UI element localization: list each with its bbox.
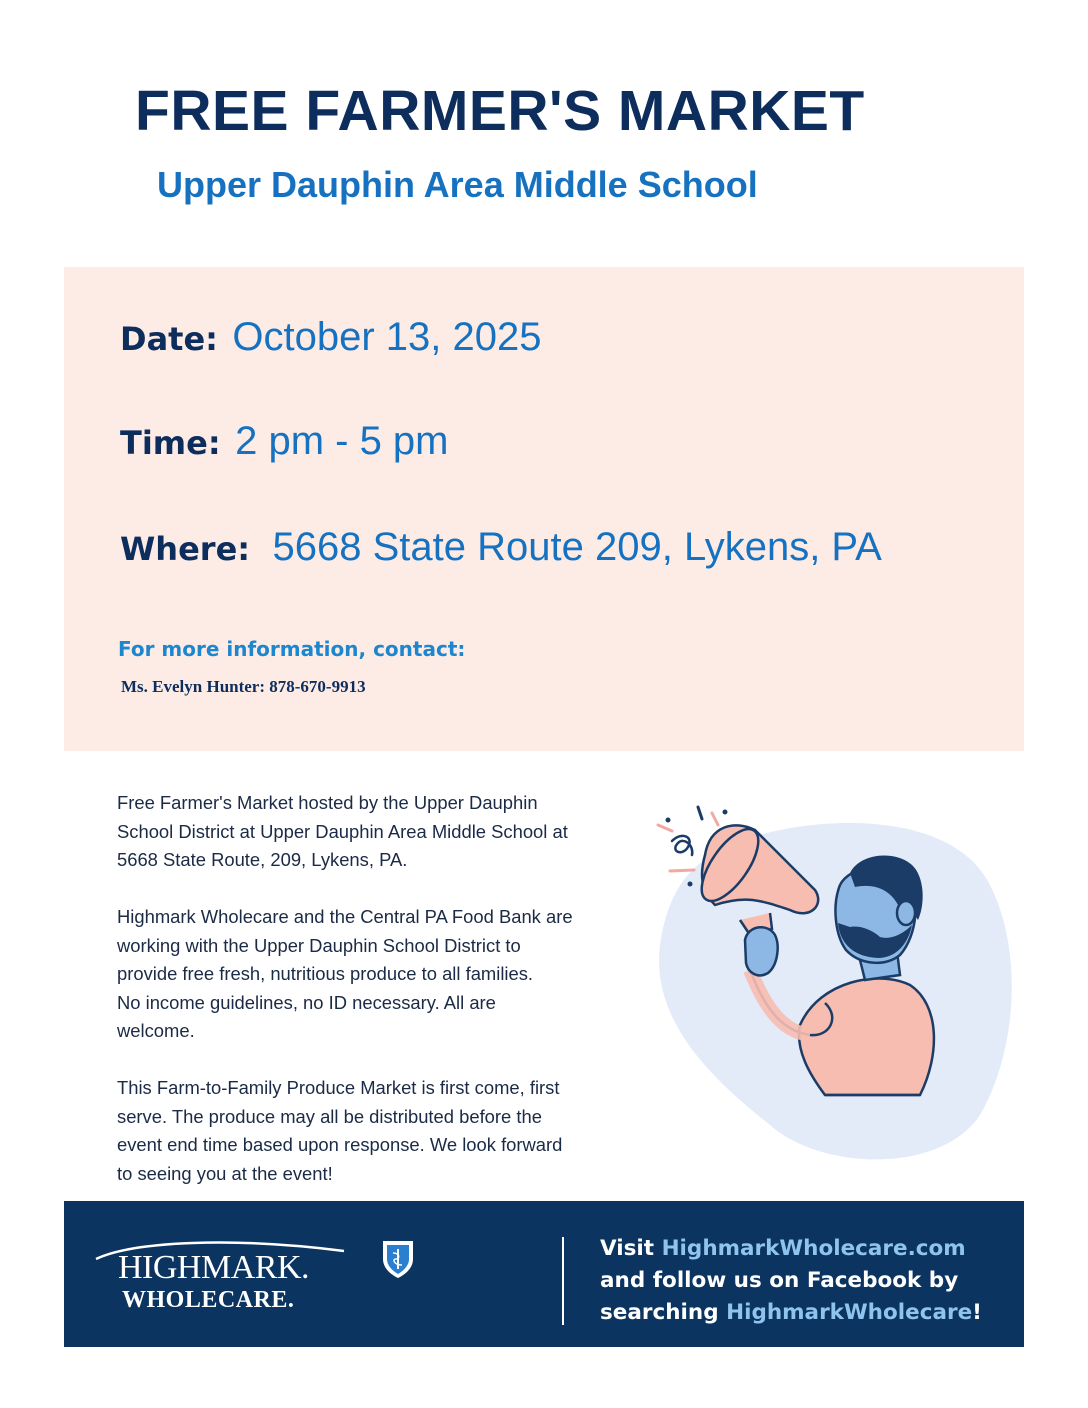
facebook-handle: HighmarkWholecare bbox=[726, 1300, 973, 1325]
description-paragraph-3: This Farm-to-Family Produce Market is first come, first serve. The produce may all be distributed before the event end time based upon response. We look forward to seeing you at the event! bbox=[117, 1077, 563, 1184]
date-label: Date: bbox=[120, 320, 218, 358]
description-paragraph-1: Free Farmer's Market hosted by the Upper Dauphin School District at Upper Dauphin Area Middle School at 5668 State Route, 209, Lykens, PA. bbox=[117, 792, 568, 870]
cta-line-1 bbox=[600, 1233, 982, 1265]
logo-main-text: HIGHMARK. bbox=[118, 1249, 309, 1286]
cta-searching-text: searching bbox=[600, 1300, 727, 1325]
cta-visit-text: Visit bbox=[600, 1236, 662, 1261]
cta-line-3 bbox=[600, 1297, 982, 1329]
where-value: 5668 State Route 209, Lykens, PA bbox=[272, 525, 882, 569]
description-paragraph-2: Highmark Wholecare and the Central PA Food Bank are working with the Upper Dauphin School District to provide free fresh, nutritious produce to all families. No income guidelines, no ID necessary. All are welcome. bbox=[117, 906, 573, 1041]
where-label: Where: bbox=[120, 530, 251, 568]
where-row bbox=[120, 525, 882, 570]
page-subtitle: Upper Dauphin Area Middle School bbox=[157, 164, 758, 205]
contact-heading: For more information, contact: bbox=[118, 637, 466, 661]
cta-end-text: ! bbox=[972, 1300, 982, 1325]
website-link[interactable]: HighmarkWholecare.com bbox=[661, 1236, 966, 1261]
time-label: Time: bbox=[120, 424, 221, 462]
date-row bbox=[120, 315, 542, 360]
blue-shield-icon bbox=[380, 1237, 416, 1279]
description bbox=[117, 789, 657, 1217]
cta-line-2: and follow us on Facebook by bbox=[600, 1268, 959, 1293]
logo-sub-text: WHOLECARE. bbox=[122, 1287, 295, 1313]
footer-divider bbox=[562, 1237, 564, 1325]
footer-banner bbox=[64, 1201, 1024, 1347]
page-title: FREE FARMER'S MARKET bbox=[135, 79, 865, 143]
event-info-panel bbox=[64, 267, 1024, 751]
time-row bbox=[120, 419, 449, 464]
footer-call-to-action bbox=[600, 1233, 982, 1329]
contact-line: Ms. Evelyn Hunter: 878-670-9913 bbox=[121, 677, 366, 696]
person-megaphone-illustration bbox=[650, 795, 1020, 1170]
highmark-wholecare-logo bbox=[94, 1237, 394, 1317]
time-value: 2 pm - 5 pm bbox=[235, 419, 449, 463]
date-value: October 13, 2025 bbox=[232, 315, 542, 359]
